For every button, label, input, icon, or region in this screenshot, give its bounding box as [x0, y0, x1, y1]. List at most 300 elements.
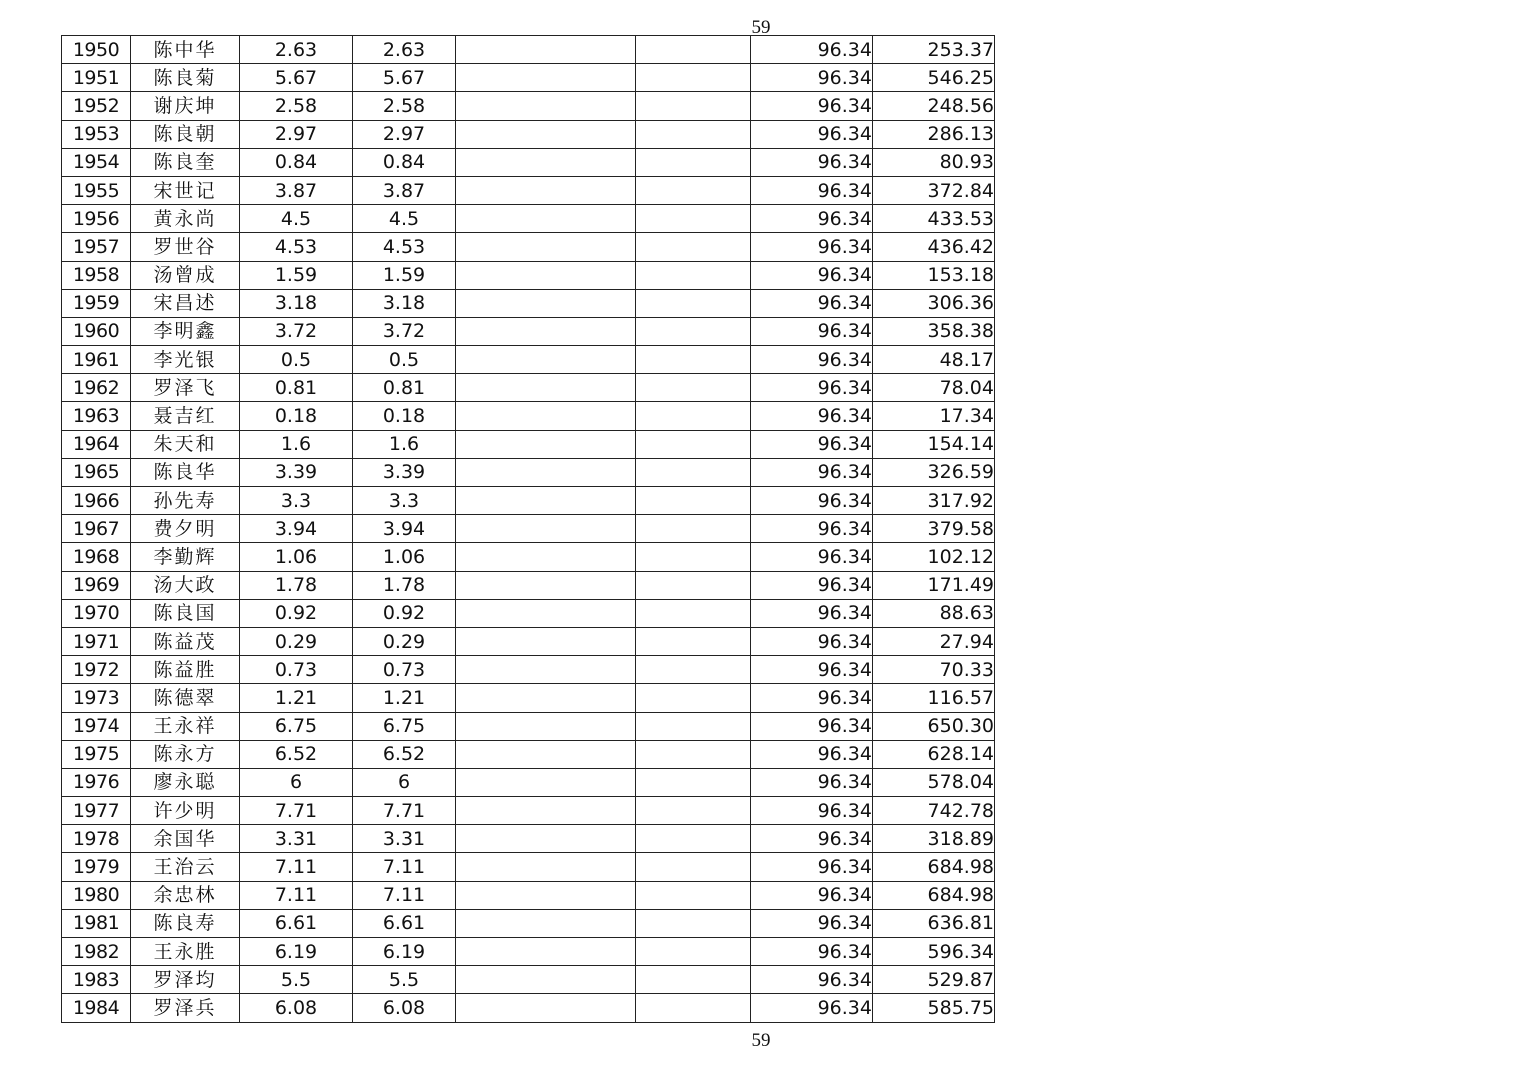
cell-empty	[456, 317, 636, 345]
cell-household-id: 1965	[62, 458, 131, 486]
table-row	[62, 712, 995, 740]
cell-household-id: 1969	[62, 571, 131, 599]
cell-amount: 154.14	[873, 430, 995, 458]
cell-area: 0.92	[240, 599, 353, 627]
cell-rate: 96.34	[751, 148, 873, 176]
table-row	[62, 797, 995, 825]
cell-household-id: 1967	[62, 515, 131, 543]
cell-empty	[636, 317, 751, 345]
cell-amount: 153.18	[873, 261, 995, 289]
cell-amount: 684.98	[873, 853, 995, 881]
cell-area: 6.19	[240, 938, 353, 966]
cell-empty	[636, 120, 751, 148]
cell-amount: 529.87	[873, 966, 995, 994]
cell-rate: 96.34	[751, 317, 873, 345]
table-row	[62, 233, 995, 261]
cell-name: 陈良华	[131, 458, 240, 486]
cell-name: 罗泽均	[131, 966, 240, 994]
cell-amount: 585.75	[873, 994, 995, 1022]
cell-empty	[636, 881, 751, 909]
cell-name: 李勤辉	[131, 543, 240, 571]
cell-rate: 96.34	[751, 176, 873, 204]
cell-amount: 17.34	[873, 402, 995, 430]
cell-area: 6	[240, 768, 353, 796]
cell-household-id: 1970	[62, 599, 131, 627]
cell-household-id: 1958	[62, 261, 131, 289]
cell-household-id: 1950	[62, 36, 131, 64]
cell-household-id: 1957	[62, 233, 131, 261]
cell-name: 宋昌述	[131, 289, 240, 317]
table-row	[62, 289, 995, 317]
cell-area: 5.67	[240, 64, 353, 92]
cell-area: 2.63	[240, 36, 353, 64]
cell-name: 陈益茂	[131, 627, 240, 655]
table-row	[62, 458, 995, 486]
cell-name: 陈良菊	[131, 64, 240, 92]
cell-empty	[636, 684, 751, 712]
table-row	[62, 627, 995, 655]
cell-name: 汤曾成	[131, 261, 240, 289]
cell-empty	[456, 740, 636, 768]
ledger-table	[61, 35, 995, 1023]
cell-area: 2.97	[240, 120, 353, 148]
cell-name: 陈永方	[131, 740, 240, 768]
cell-area-confirmed: 1.06	[353, 543, 456, 571]
cell-area: 3.31	[240, 825, 353, 853]
cell-household-id: 1959	[62, 289, 131, 317]
cell-rate: 96.34	[751, 36, 873, 64]
cell-area: 1.59	[240, 261, 353, 289]
cell-area: 3.72	[240, 317, 353, 345]
cell-name: 陈良寿	[131, 909, 240, 937]
cell-name: 余国华	[131, 825, 240, 853]
cell-empty	[456, 205, 636, 233]
cell-empty	[636, 458, 751, 486]
cell-household-id: 1956	[62, 205, 131, 233]
table-row	[62, 92, 995, 120]
cell-empty	[456, 966, 636, 994]
cell-empty	[636, 233, 751, 261]
cell-amount: 326.59	[873, 458, 995, 486]
cell-rate: 96.34	[751, 402, 873, 430]
cell-empty	[456, 148, 636, 176]
cell-empty	[456, 36, 636, 64]
cell-household-id: 1978	[62, 825, 131, 853]
cell-household-id: 1968	[62, 543, 131, 571]
cell-name: 余忠林	[131, 881, 240, 909]
cell-area: 4.53	[240, 233, 353, 261]
cell-area: 7.11	[240, 881, 353, 909]
cell-name: 陈德翠	[131, 684, 240, 712]
cell-household-id: 1984	[62, 994, 131, 1022]
cell-amount: 116.57	[873, 684, 995, 712]
page-number-top: 59	[751, 17, 771, 38]
cell-name: 王永祥	[131, 712, 240, 740]
cell-empty	[456, 797, 636, 825]
cell-empty	[636, 599, 751, 627]
cell-empty	[636, 740, 751, 768]
cell-area-confirmed: 5.5	[353, 966, 456, 994]
cell-rate: 96.34	[751, 233, 873, 261]
table-row	[62, 261, 995, 289]
cell-area-confirmed: 1.78	[353, 571, 456, 599]
cell-household-id: 1951	[62, 64, 131, 92]
cell-area: 6.61	[240, 909, 353, 937]
cell-area-confirmed: 2.58	[353, 92, 456, 120]
cell-household-id: 1971	[62, 627, 131, 655]
cell-rate: 96.34	[751, 881, 873, 909]
cell-area-confirmed: 0.92	[353, 599, 456, 627]
cell-area-confirmed: 0.73	[353, 656, 456, 684]
cell-rate: 96.34	[751, 64, 873, 92]
cell-amount: 102.12	[873, 543, 995, 571]
cell-name: 谢庆坤	[131, 92, 240, 120]
cell-area-confirmed: 2.63	[353, 36, 456, 64]
cell-name: 宋世记	[131, 176, 240, 204]
table-row	[62, 853, 995, 881]
ledger-body	[62, 36, 995, 1023]
cell-household-id: 1977	[62, 797, 131, 825]
cell-name: 李明鑫	[131, 317, 240, 345]
cell-area: 0.84	[240, 148, 353, 176]
cell-household-id: 1975	[62, 740, 131, 768]
cell-rate: 96.34	[751, 994, 873, 1022]
cell-amount: 78.04	[873, 374, 995, 402]
cell-name: 罗世谷	[131, 233, 240, 261]
table-row	[62, 909, 995, 937]
cell-amount: 48.17	[873, 346, 995, 374]
cell-area: 1.78	[240, 571, 353, 599]
cell-empty	[636, 205, 751, 233]
cell-rate: 96.34	[751, 599, 873, 627]
cell-empty	[456, 430, 636, 458]
cell-name: 许少明	[131, 797, 240, 825]
table-row	[62, 317, 995, 345]
cell-rate: 96.34	[751, 571, 873, 599]
cell-empty	[456, 458, 636, 486]
cell-area: 0.18	[240, 402, 353, 430]
cell-amount: 318.89	[873, 825, 995, 853]
cell-name: 陈益胜	[131, 656, 240, 684]
cell-empty	[456, 176, 636, 204]
cell-empty	[636, 176, 751, 204]
cell-empty	[456, 853, 636, 881]
cell-empty	[456, 599, 636, 627]
table-row	[62, 571, 995, 599]
cell-area-confirmed: 6.52	[353, 740, 456, 768]
cell-empty	[456, 909, 636, 937]
cell-area-confirmed: 6	[353, 768, 456, 796]
cell-rate: 96.34	[751, 656, 873, 684]
table-row	[62, 487, 995, 515]
cell-household-id: 1961	[62, 346, 131, 374]
cell-rate: 96.34	[751, 515, 873, 543]
cell-empty	[456, 768, 636, 796]
cell-area: 0.29	[240, 627, 353, 655]
cell-amount: 742.78	[873, 797, 995, 825]
cell-rate: 96.34	[751, 205, 873, 233]
cell-area: 3.94	[240, 515, 353, 543]
cell-amount: 578.04	[873, 768, 995, 796]
cell-area: 0.5	[240, 346, 353, 374]
table-row	[62, 599, 995, 627]
cell-empty	[636, 938, 751, 966]
cell-household-id: 1963	[62, 402, 131, 430]
cell-amount: 306.36	[873, 289, 995, 317]
table-row	[62, 430, 995, 458]
cell-empty	[636, 92, 751, 120]
cell-amount: 70.33	[873, 656, 995, 684]
cell-area-confirmed: 1.6	[353, 430, 456, 458]
cell-empty	[636, 797, 751, 825]
cell-name: 陈中华	[131, 36, 240, 64]
cell-empty	[636, 768, 751, 796]
table-row	[62, 64, 995, 92]
cell-household-id: 1964	[62, 430, 131, 458]
cell-empty	[636, 853, 751, 881]
cell-amount: 436.42	[873, 233, 995, 261]
cell-empty	[636, 627, 751, 655]
cell-area-confirmed: 0.81	[353, 374, 456, 402]
cell-household-id: 1960	[62, 317, 131, 345]
cell-area: 3.18	[240, 289, 353, 317]
cell-amount: 433.53	[873, 205, 995, 233]
cell-name: 费夕明	[131, 515, 240, 543]
table-row	[62, 515, 995, 543]
cell-empty	[636, 909, 751, 937]
cell-area: 0.81	[240, 374, 353, 402]
cell-empty	[456, 712, 636, 740]
cell-name: 廖永聪	[131, 768, 240, 796]
cell-empty	[456, 571, 636, 599]
cell-rate: 96.34	[751, 120, 873, 148]
cell-household-id: 1980	[62, 881, 131, 909]
cell-area: 3.39	[240, 458, 353, 486]
cell-empty	[456, 374, 636, 402]
cell-name: 陈良奎	[131, 148, 240, 176]
cell-area-confirmed: 3.18	[353, 289, 456, 317]
cell-amount: 684.98	[873, 881, 995, 909]
cell-household-id: 1974	[62, 712, 131, 740]
table-row	[62, 740, 995, 768]
cell-empty	[456, 346, 636, 374]
table-row	[62, 656, 995, 684]
cell-amount: 372.84	[873, 176, 995, 204]
cell-rate: 96.34	[751, 289, 873, 317]
cell-empty	[636, 64, 751, 92]
cell-household-id: 1979	[62, 853, 131, 881]
cell-empty	[456, 656, 636, 684]
cell-empty	[636, 487, 751, 515]
cell-amount: 88.63	[873, 599, 995, 627]
cell-name: 陈良朝	[131, 120, 240, 148]
table-row	[62, 374, 995, 402]
cell-area-confirmed: 3.39	[353, 458, 456, 486]
cell-rate: 96.34	[751, 712, 873, 740]
cell-empty	[636, 261, 751, 289]
cell-area: 0.73	[240, 656, 353, 684]
cell-empty	[456, 938, 636, 966]
cell-empty	[456, 825, 636, 853]
cell-area-confirmed: 5.67	[353, 64, 456, 92]
cell-household-id: 1983	[62, 966, 131, 994]
cell-empty	[636, 994, 751, 1022]
cell-empty	[456, 120, 636, 148]
cell-area: 4.5	[240, 205, 353, 233]
cell-empty	[456, 64, 636, 92]
table-row	[62, 120, 995, 148]
table-row	[62, 543, 995, 571]
cell-rate: 96.34	[751, 768, 873, 796]
cell-rate: 96.34	[751, 797, 873, 825]
cell-empty	[456, 92, 636, 120]
cell-empty	[636, 36, 751, 64]
cell-rate: 96.34	[751, 684, 873, 712]
cell-household-id: 1973	[62, 684, 131, 712]
cell-area-confirmed: 1.59	[353, 261, 456, 289]
cell-area-confirmed: 3.31	[353, 825, 456, 853]
cell-empty	[636, 656, 751, 684]
cell-amount: 80.93	[873, 148, 995, 176]
cell-rate: 96.34	[751, 853, 873, 881]
cell-household-id: 1976	[62, 768, 131, 796]
cell-area-confirmed: 7.11	[353, 853, 456, 881]
cell-area: 2.58	[240, 92, 353, 120]
cell-area-confirmed: 1.21	[353, 684, 456, 712]
cell-name: 陈良国	[131, 599, 240, 627]
cell-household-id: 1962	[62, 374, 131, 402]
cell-area: 3.3	[240, 487, 353, 515]
cell-area-confirmed: 4.53	[353, 233, 456, 261]
cell-empty	[636, 346, 751, 374]
cell-rate: 96.34	[751, 938, 873, 966]
table-row	[62, 402, 995, 430]
table-row	[62, 684, 995, 712]
table-row	[62, 148, 995, 176]
cell-area-confirmed: 7.11	[353, 881, 456, 909]
table-row	[62, 36, 995, 64]
cell-name: 汤大政	[131, 571, 240, 599]
cell-amount: 546.25	[873, 64, 995, 92]
cell-name: 聂吉红	[131, 402, 240, 430]
cell-area: 7.71	[240, 797, 353, 825]
cell-rate: 96.34	[751, 740, 873, 768]
cell-household-id: 1952	[62, 92, 131, 120]
cell-empty	[456, 233, 636, 261]
table-row	[62, 768, 995, 796]
cell-area: 1.6	[240, 430, 353, 458]
cell-household-id: 1953	[62, 120, 131, 148]
cell-area: 5.5	[240, 966, 353, 994]
table-row	[62, 346, 995, 374]
cell-area-confirmed: 0.84	[353, 148, 456, 176]
cell-area-confirmed: 0.29	[353, 627, 456, 655]
cell-household-id: 1966	[62, 487, 131, 515]
cell-empty	[636, 966, 751, 994]
cell-area: 1.21	[240, 684, 353, 712]
cell-amount: 248.56	[873, 92, 995, 120]
table-row	[62, 994, 995, 1022]
cell-name: 孙先寿	[131, 487, 240, 515]
cell-area-confirmed: 6.19	[353, 938, 456, 966]
cell-rate: 96.34	[751, 374, 873, 402]
cell-area-confirmed: 0.5	[353, 346, 456, 374]
cell-rate: 96.34	[751, 627, 873, 655]
cell-rate: 96.34	[751, 909, 873, 937]
cell-area-confirmed: 6.08	[353, 994, 456, 1022]
cell-empty	[456, 994, 636, 1022]
cell-area: 1.06	[240, 543, 353, 571]
cell-area-confirmed: 0.18	[353, 402, 456, 430]
cell-empty	[456, 684, 636, 712]
table-row	[62, 938, 995, 966]
cell-empty	[456, 627, 636, 655]
cell-empty	[636, 543, 751, 571]
cell-area: 7.11	[240, 853, 353, 881]
cell-name: 王治云	[131, 853, 240, 881]
cell-amount: 27.94	[873, 627, 995, 655]
cell-empty	[456, 289, 636, 317]
cell-area-confirmed: 3.94	[353, 515, 456, 543]
table-row	[62, 966, 995, 994]
cell-amount: 286.13	[873, 120, 995, 148]
cell-empty	[456, 515, 636, 543]
cell-name: 王永胜	[131, 938, 240, 966]
cell-empty	[456, 487, 636, 515]
cell-rate: 96.34	[751, 825, 873, 853]
cell-area-confirmed: 2.97	[353, 120, 456, 148]
cell-rate: 96.34	[751, 92, 873, 120]
cell-name: 罗泽飞	[131, 374, 240, 402]
page-number-bottom: 59	[751, 1030, 771, 1051]
cell-household-id: 1972	[62, 656, 131, 684]
cell-area-confirmed: 3.3	[353, 487, 456, 515]
cell-household-id: 1954	[62, 148, 131, 176]
cell-area: 3.87	[240, 176, 353, 204]
cell-empty	[636, 430, 751, 458]
cell-area: 6.52	[240, 740, 353, 768]
cell-amount: 650.30	[873, 712, 995, 740]
cell-rate: 96.34	[751, 543, 873, 571]
cell-amount: 358.38	[873, 317, 995, 345]
cell-area-confirmed: 3.72	[353, 317, 456, 345]
cell-empty	[456, 543, 636, 571]
cell-amount: 379.58	[873, 515, 995, 543]
cell-rate: 96.34	[751, 966, 873, 994]
cell-area-confirmed: 6.75	[353, 712, 456, 740]
cell-area: 6.75	[240, 712, 353, 740]
cell-name: 罗泽兵	[131, 994, 240, 1022]
cell-rate: 96.34	[751, 458, 873, 486]
cell-area-confirmed: 4.5	[353, 205, 456, 233]
cell-area-confirmed: 7.71	[353, 797, 456, 825]
cell-empty	[456, 261, 636, 289]
cell-amount: 636.81	[873, 909, 995, 937]
cell-name: 黄永尚	[131, 205, 240, 233]
cell-amount: 171.49	[873, 571, 995, 599]
cell-area-confirmed: 6.61	[353, 909, 456, 937]
cell-amount: 253.37	[873, 36, 995, 64]
cell-amount: 628.14	[873, 740, 995, 768]
cell-empty	[636, 712, 751, 740]
cell-rate: 96.34	[751, 430, 873, 458]
cell-household-id: 1982	[62, 938, 131, 966]
cell-empty	[636, 402, 751, 430]
cell-amount: 317.92	[873, 487, 995, 515]
cell-empty	[456, 402, 636, 430]
cell-household-id: 1981	[62, 909, 131, 937]
cell-empty	[636, 289, 751, 317]
